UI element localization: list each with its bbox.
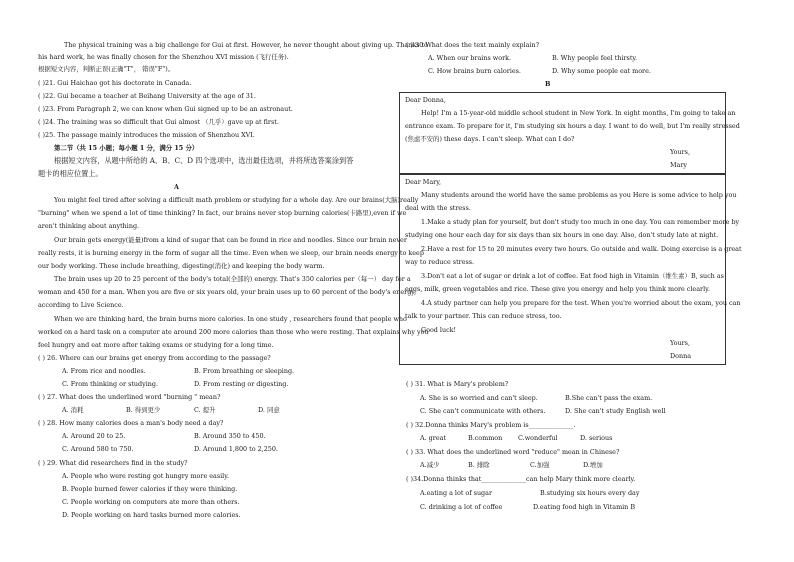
intro-line: The physical training was a big challenge for Gui at first. However, he never thought about giving up. Thanks to [64,41,428,49]
letter-signature: Donna [670,352,692,360]
letter-line: 3.Don't eat a lot of sugar or drink a lot of coffee. Eat food high in Vitamin（维生素）B, such as [421,272,724,280]
passage-line: really rests, it is burning energy in the form of sugar all the time. Even when we sleep, our brain needs energy to keep [38,249,424,257]
letter-box-donna [399,174,742,365]
option: C. She can't communicate with others. [420,407,546,415]
option: A. great [420,434,446,442]
passage-line: feel hungry and eat more after taking exams or studying for a long time. [38,341,274,349]
letter-line: entrance exam. To prepare for it, I'm studying six hours a day. I want to do well, but I'm really stressed [405,122,740,130]
option: B. Why people feel thirsty. [552,54,638,62]
passage-line: according to Live Science. [38,301,124,309]
option: D.eating food high in Vitamin B [533,503,636,511]
option: A.减少 [420,461,440,469]
letter-line: deal with the stress. [405,204,471,212]
letter-signature: Mary [670,161,688,169]
question-stem: ( ) 32.Donna thinks Mary's problem is______________. [406,421,576,429]
letter-line: 4.A study partner can help you prepare for the test. When you're worried about the exam, you can [421,299,741,307]
letter-closing: Yours, [670,148,690,156]
passage-line: woman and 450 for a man. When you are five or six years old, your brain uses up to 60 percent of the body's energy, [38,288,417,296]
option: B. People burned fewer calories if they were thinking. [62,485,238,493]
intro-line: his hard work, he was finally chosen for the Shenzhou XVI mission (飞行任务). [38,53,289,61]
option: B. From breathing or sleeping. [194,367,295,375]
passage-line: our body working. These include breathing, digesting(消化) and keeping the body warm. [38,262,325,270]
passage-line: worked on a hard task on a computer ate around 200 more calories than those who were resting. That explains why you [38,328,429,336]
option: B.She can't pass the exam. [565,394,653,402]
letter-closing: Yours, [670,339,690,347]
option: D. People working on hard tasks burned more calories. [62,511,241,519]
tf-item: ( )24. The training was so difficult that Gui almost （几乎）gave up at first. [38,118,279,126]
tf-item: ( )25. The passage mainly introduces the mission of Shenzhou XVI. [38,131,255,139]
letter-greeting: Dear Donna, [405,96,446,104]
option: A. 消耗 [62,406,84,414]
option: D. From resting or digesting. [194,380,289,388]
passage-letter: B [545,80,551,88]
option: D. She can't study English well [565,407,666,415]
option: B. 得到更少 [126,406,161,414]
option: D. Around 1,800 to 2,250. [194,445,278,453]
option: A. She is so worried and can't sleep. [420,394,538,402]
question-stem: ( ) 30 What does the text mainly explain? [406,41,540,49]
option: C. 提升 [194,406,216,414]
question-stem: ( ) 31. What is Mary's problem? [406,380,509,388]
letter-line: Many students around the world have the same problems as you Here is some advice to help you [421,191,737,199]
option: B. 排除 [468,461,490,469]
letter-line: way to reduce stress. [405,258,475,266]
question-stem: ( ) 27. What does the underlined word "burning " mean? [38,393,221,401]
option: C. Around 580 to 750. [62,445,134,453]
option: D. Why some people eat more. [552,67,651,75]
option: B. Around 350 to 450. [194,432,266,440]
letter-line: (焦虑不安的) these days. I can't sleep. What can I do? [405,135,575,143]
letter-line: studying one hour each day for six days than six hours in one day. Also, don't study late at night. [405,231,719,239]
section-instruction: 题卡的相应位置上。 [38,169,103,178]
question-stem: ( ) 26. Where can our brains get energy from according to the passage? [38,354,271,362]
option: A.eating a lot of sugar [420,489,493,497]
option: D.增加 [583,461,603,469]
option: C. drinking a lot of coffee [420,503,503,511]
option: A. People who were resting got hungry more easily. [62,472,230,480]
option: D. serious [580,434,613,442]
letter-line: 1.Make a study plan for yourself, but don't study too much in one day. You can remember more by [421,218,740,226]
option: B.common [468,434,503,442]
passage-line: "burning" when we spend a lot of time thinking? In fact, our brains never stop burning calories(卡路里),even if we [38,209,407,217]
question-stem: ( )34.Donna thinks that______________can help Mary think more clearly. [406,475,636,483]
tf-item: ( )21. Gui Haichao got his doctorate in Canada. [38,79,192,87]
letter-line: Good luck! [421,326,457,334]
passage-letter: A [174,183,179,191]
letter-line: eggs, milk, green vegetables and rice. These give you energy and help you think more clearly. [405,285,710,293]
letter-line: Help! I'm a 15-year-old middle school student in New York. In eight months, I'm going to take an [421,109,736,117]
letter-line: talk to your partner. This can reduce stress, too. [405,312,562,320]
option: C. People working on computers ate more than others. [62,498,240,506]
option: A. When our brains work. [428,54,512,62]
passage-line: aren't thinking about anything. [38,222,140,230]
question-stem: ( ) 29. What did researchers find in the study? [38,459,188,467]
option: C.加强 [530,461,550,469]
letter-greeting: Dear Mary, [405,178,442,186]
letter-box-mary [399,92,740,174]
passage-line: Our brain gets energy(能量)from a kind of sugar that can be found in rice and noodles. Since our brain never [54,236,407,244]
tf-item: ( )22. Gui became a teacher at Beihang University at the age of 31. [38,92,256,100]
section-instruction: 根据短文内容，从题中所给的 A、B、C、D 四个选项中，选出最佳选项，并将所选答案涂到答 [54,156,354,165]
question-stem: ( ) 28. How many calories does a man's body need a day? [38,419,224,427]
option: C. From thinking or studying. [62,380,159,388]
passage-line: You might feel tired after solving a difficult math problem or studying for a whole day. Are our brains(大脑)really [54,196,419,204]
passage-line: When we are thinking hard, the brain burns more calories. In one study , researchers found that people who [54,315,407,323]
option: A. From rice and noodles. [62,367,146,375]
letter-line: 2.Have a rest for 15 to 20 minutes every two hours. Go outside and walk. Doing exercise is a great [421,245,742,253]
option: B.studying six hours every day [540,489,640,497]
section-title: 第二节（共 15 小题；每小题 1 分，满分 15 分） [54,144,199,152]
tf-instruction: 根据短文内容，判断正误(正确"T"， 错误"F")。 [38,65,175,73]
option: C.wonderful [518,434,558,442]
question-stem: ( ) 33. What does the underlined word "reduce" mean in Chinese? [406,448,620,456]
passage-line: The brain uses up 20 to 25 percent of the body's total(全部的) energy. That's 350 calories per（每一） day for a [54,275,411,283]
option: A. Around 20 to 25. [62,432,126,440]
option: C. How brains burn calories. [428,67,521,75]
option: D. 同意 [258,406,280,414]
tf-item: ( )23. From Paragraph 2, we can know when Gui signed up to be an astronaut. [38,105,293,113]
